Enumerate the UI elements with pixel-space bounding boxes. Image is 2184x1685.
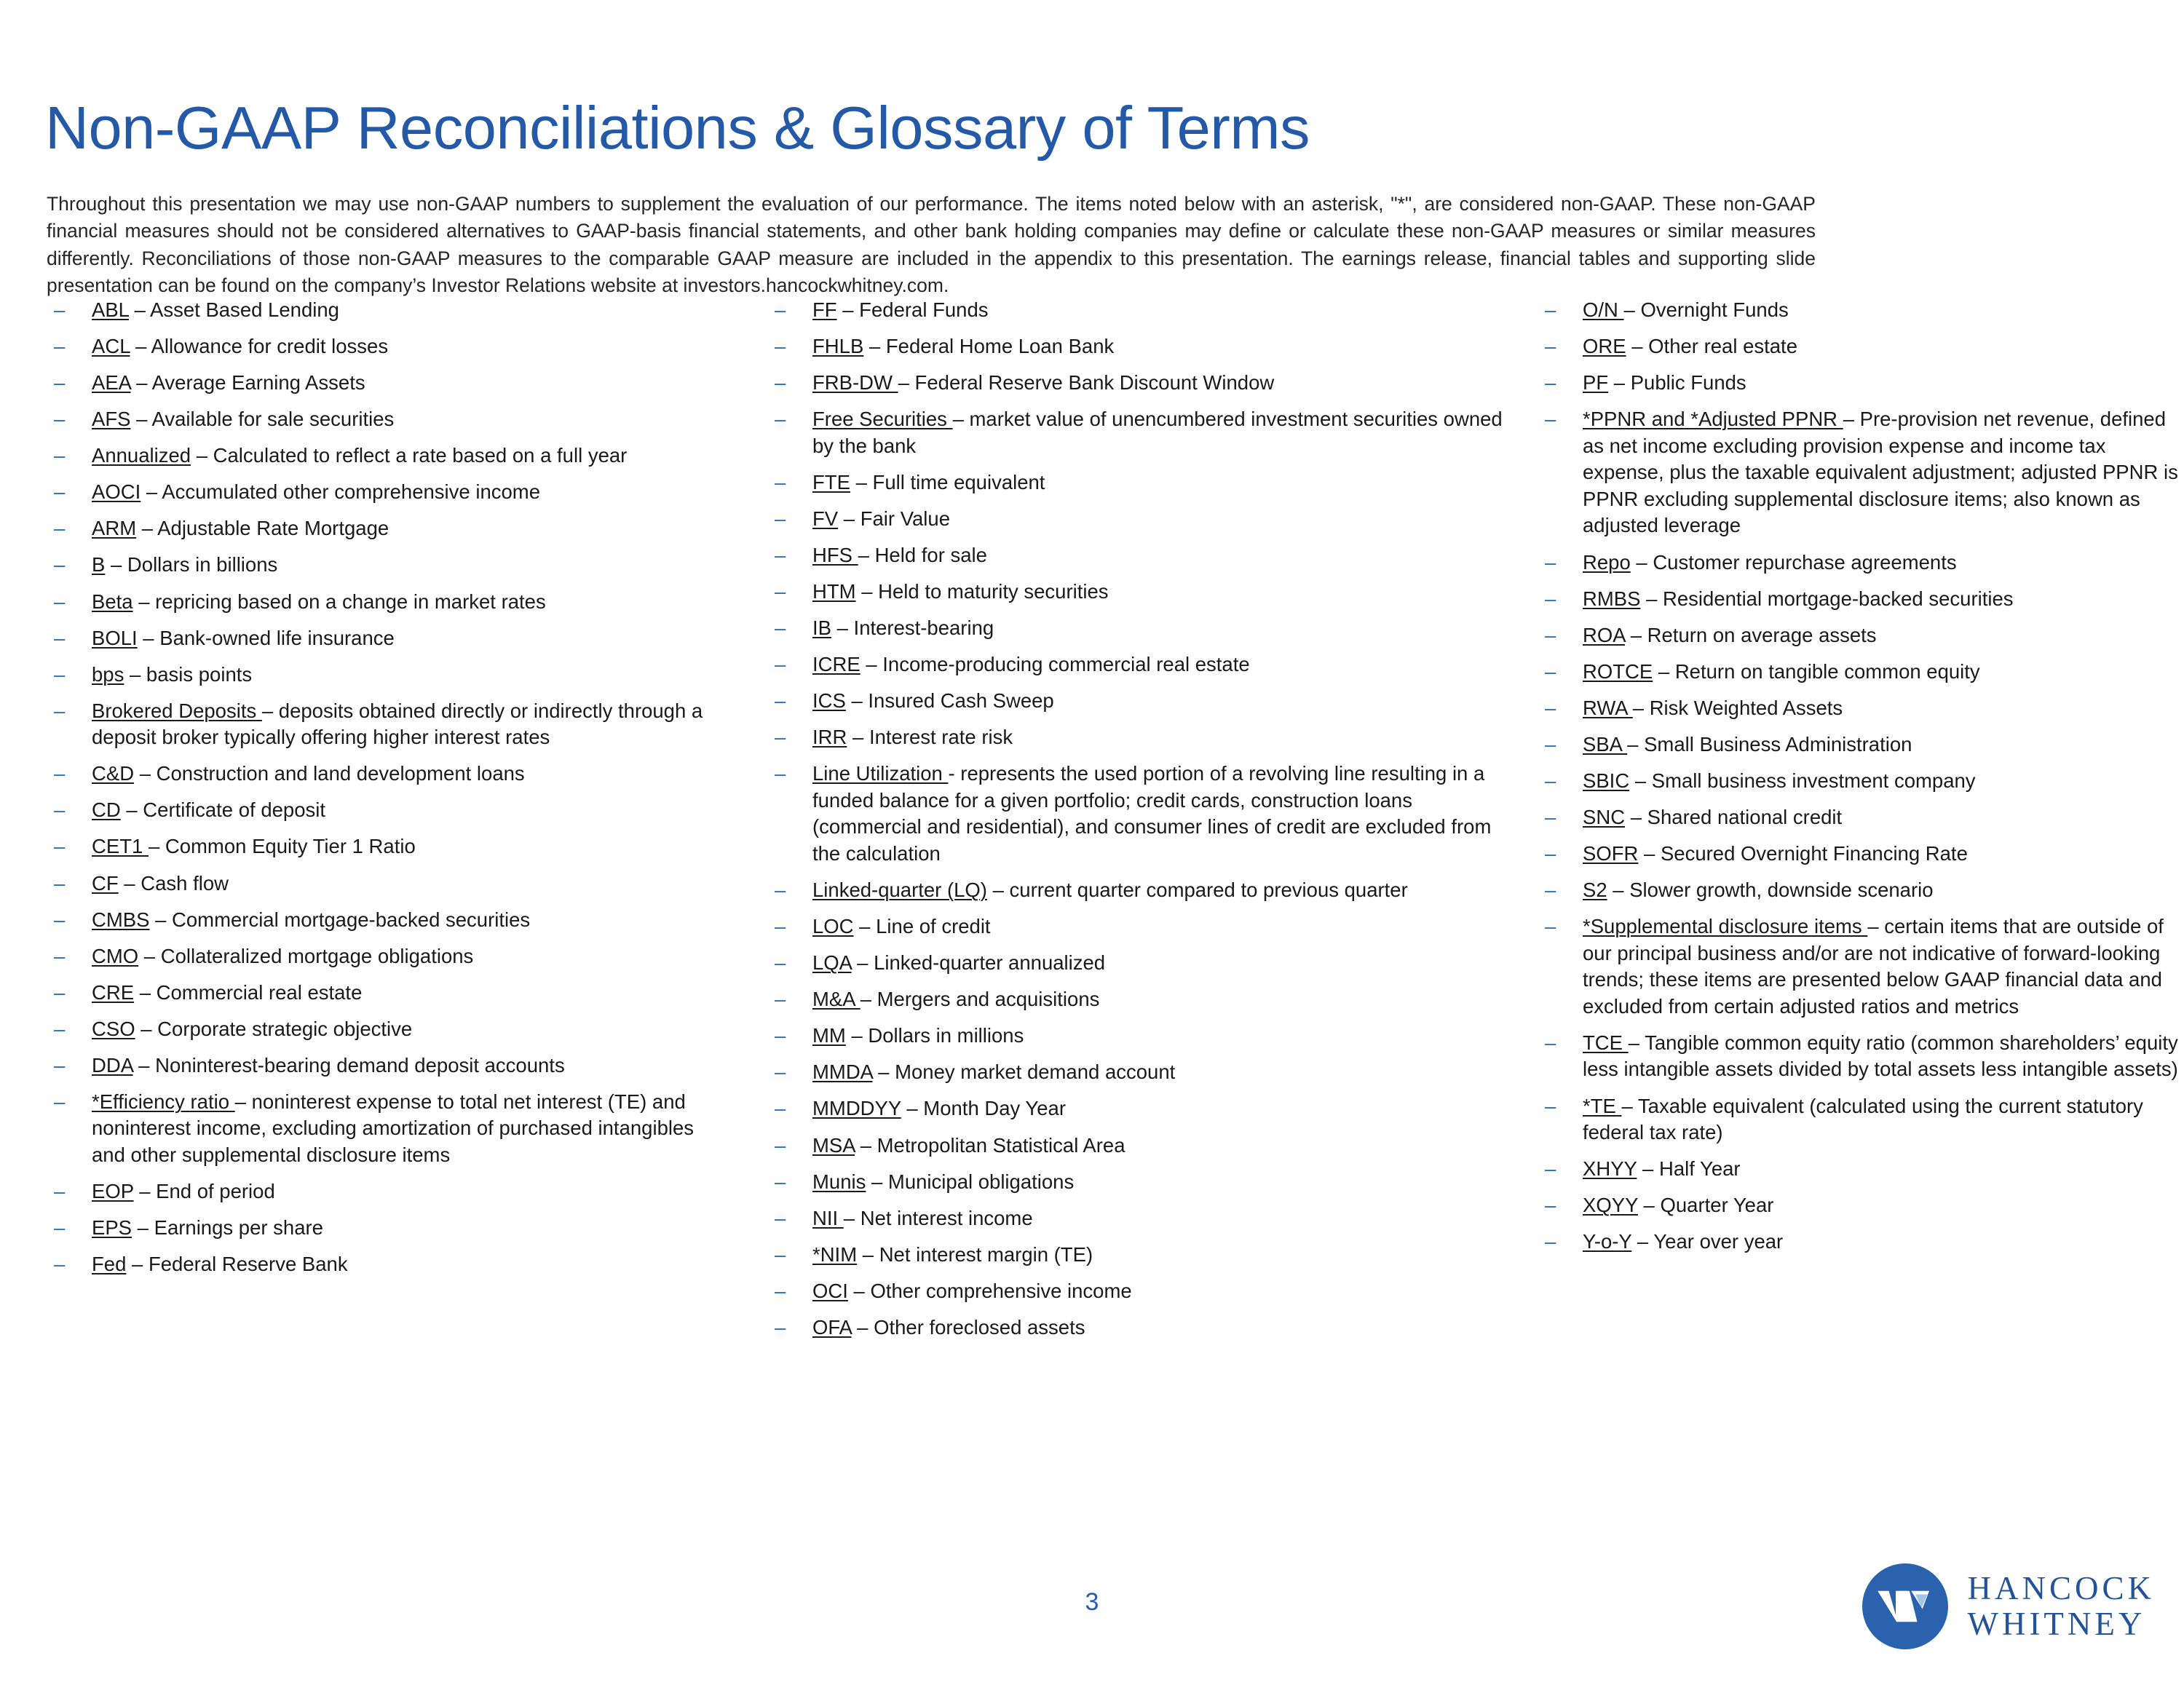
glossary-term: ABL: [92, 298, 129, 321]
glossary-definition: – Return on tangible common equity: [1653, 659, 1980, 683]
glossary-term: Fed: [92, 1253, 127, 1276]
glossary-term: FV: [812, 507, 839, 530]
glossary-item: [1540, 1229, 2181, 1256]
glossary-definition: – Half Year: [1637, 1157, 1741, 1181]
glossary-definition: – deposits obtained directly or indirectly through a deposit broker typically offering higher interest rates: [92, 699, 703, 749]
glossary-item: [1540, 586, 2181, 613]
glossary-item: [770, 506, 1506, 533]
glossary-term: HFS: [812, 543, 858, 566]
glossary-item: [50, 871, 727, 897]
glossary-term: LOC: [812, 915, 854, 938]
glossary-definition: – Net interest margin (TE): [857, 1242, 1093, 1266]
glossary-list-2: [770, 297, 1506, 1341]
glossary-term: XQYY: [1583, 1194, 1638, 1217]
glossary-definition: – Line of credit: [853, 915, 991, 938]
glossary-definition: – Residential mortgage-backed securities: [1640, 587, 2014, 610]
glossary-columns: [0, 297, 2184, 1351]
bullet-dash-icon: –: [1545, 696, 1556, 719]
bullet-dash-icon: –: [54, 590, 66, 613]
glossary-definition: – Held to maturity securities: [855, 580, 1109, 603]
glossary-term: *NIM: [812, 1242, 858, 1266]
bullet-dash-icon: –: [775, 1097, 786, 1120]
glossary-term: DDA: [92, 1053, 133, 1077]
glossary-term: BOLI: [92, 626, 138, 649]
glossary-item: [1540, 370, 2181, 397]
bullet-dash-icon: –: [775, 408, 786, 431]
bullet-dash-icon: –: [1545, 1031, 1556, 1054]
bullet-dash-icon: –: [54, 444, 66, 467]
glossary-item: [1540, 297, 2181, 324]
glossary-item: [1540, 622, 2181, 649]
bullet-dash-icon: –: [54, 1253, 66, 1276]
bullet-dash-icon: –: [775, 726, 786, 749]
glossary-definition: – Adjustable Rate Mortgage: [136, 517, 389, 540]
glossary-definition: – Commercial mortgage-backed securities: [149, 908, 531, 931]
bullet-dash-icon: –: [54, 480, 66, 504]
bullet-dash-icon: –: [54, 835, 66, 858]
bullet-dash-icon: –: [1545, 879, 1556, 902]
bullet-dash-icon: –: [54, 908, 66, 931]
glossary-definition: – Net interest income: [843, 1206, 1033, 1229]
glossary-definition: – Held for sale: [858, 543, 987, 566]
glossary-item: [770, 1169, 1506, 1196]
glossary-item: [770, 1133, 1506, 1159]
glossary-term: C&D: [92, 762, 135, 785]
glossary-definition: – Metropolitan Statistical Area: [855, 1133, 1125, 1157]
glossary-definition: – Tangible common equity ratio (common shareholders’ equity less intangible assets divided by total assets less intangible assets): [1583, 1031, 2178, 1081]
glossary-item: [1540, 877, 2181, 904]
glossary-item: [50, 797, 727, 824]
glossary-term: XHYY: [1583, 1157, 1637, 1181]
glossary-definition: – basis points: [124, 662, 253, 686]
glossary-term: *Efficiency ratio: [92, 1090, 235, 1113]
glossary-term: Repo: [1583, 550, 1631, 574]
bullet-dash-icon: –: [775, 762, 786, 785]
glossary-definition: – Accumulated other comprehensive income: [141, 480, 540, 504]
glossary-definition: – Customer repurchase agreements: [1630, 550, 1957, 574]
glossary-item: [770, 1242, 1506, 1269]
glossary-term: ROA: [1583, 623, 1626, 646]
glossary-definition: – market value of unencumbered investment securities owned by the bank: [812, 408, 1503, 457]
bullet-dash-icon: –: [1545, 1230, 1556, 1253]
glossary-item: [1540, 333, 2181, 360]
bullet-dash-icon: –: [775, 653, 786, 676]
glossary-term: Line Utilization: [812, 762, 949, 785]
bullet-dash-icon: –: [1545, 805, 1556, 828]
glossary-term: NII: [812, 1206, 844, 1229]
glossary-item: [50, 479, 727, 506]
glossary-item: [50, 698, 727, 751]
bullet-dash-icon: –: [1545, 587, 1556, 610]
bullet-dash-icon: –: [775, 507, 786, 530]
intro-paragraph: Throughout this presentation we may use non-GAAP numbers to supplement the evaluation of our performance. The items noted below with an asterisk, "*", are considered non-GAAP. These non-GAAP financial measures should not be considered alternatives to GAAP-basis financial statements, and other bank holding companies may define or calculate these non-GAAP measures or similar measures differently. Reconciliations of those non-GAAP measures to the comparable GAAP measure are included in the appendix to this presentation. The earnings release, financial tables and supporting slide presentation can be found on the company’s Investor Relations website at investors.hancockwhitney.com.: [47, 192, 1816, 297]
bullet-dash-icon: –: [775, 298, 786, 321]
bullet-dash-icon: –: [775, 616, 786, 640]
glossary-item: [50, 589, 727, 616]
bullet-dash-icon: –: [1545, 915, 1556, 938]
glossary-definition: – Other comprehensive income: [847, 1279, 1132, 1302]
glossary-definition: – Money market demand account: [872, 1060, 1176, 1084]
glossary-term: SBIC: [1583, 769, 1630, 792]
bullet-dash-icon: –: [775, 371, 786, 395]
glossary-definition: – Noninterest-bearing demand deposit accounts: [132, 1053, 565, 1077]
glossary-term: Linked-quarter (LQ): [812, 879, 987, 902]
glossary-definition: – Overnight Funds: [1623, 298, 1789, 321]
glossary-item: [770, 950, 1506, 977]
glossary-term: B: [92, 553, 106, 576]
glossary-item: [50, 662, 727, 689]
bullet-dash-icon: –: [775, 1315, 786, 1339]
glossary-definition: – Quarter Year: [1637, 1194, 1774, 1217]
glossary-definition: – current quarter compared to previous quarter: [986, 879, 1408, 902]
glossary-definition: – Federal Home Loan Bank: [863, 335, 1115, 358]
glossary-definition: – Earnings per share: [132, 1216, 323, 1240]
glossary-term: ACL: [92, 335, 130, 358]
glossary-item: [770, 333, 1506, 360]
glossary-item: [1540, 1192, 2181, 1219]
glossary-term: Beta: [92, 590, 133, 613]
glossary-item: [770, 1205, 1506, 1232]
glossary-item: [50, 1215, 727, 1242]
glossary-definition: - represents the used portion of a revolving line resulting in a funded balance for a given portfolio; credit cards, construction loans (commercial and residential), and consumer lines of credit are excluded from the calculation: [812, 762, 1492, 865]
glossary-term: IB: [812, 616, 831, 640]
glossary-term: MMDDYY: [812, 1097, 901, 1120]
bullet-dash-icon: –: [54, 298, 66, 321]
bullet-dash-icon: –: [54, 1053, 66, 1077]
glossary-definition: – Secured Overnight Financing Rate: [1638, 842, 1968, 865]
glossary-item: [50, 406, 727, 433]
glossary-item: [1540, 1030, 2181, 1083]
glossary-term: ICRE: [812, 653, 860, 676]
glossary-term: M&A: [812, 988, 860, 1011]
glossary-item: [1540, 1093, 2181, 1146]
glossary-item: [770, 724, 1506, 751]
bullet-dash-icon: –: [1545, 298, 1556, 321]
bullet-dash-icon: –: [54, 1180, 66, 1203]
glossary-definition: – Federal Reserve Bank Discount Window: [898, 371, 1275, 395]
glossary-definition: – Average Earning Assets: [130, 371, 365, 395]
glossary-item: [1540, 406, 2181, 539]
glossary-item: [770, 406, 1506, 459]
glossary-item: [770, 370, 1506, 397]
glossary-definition: – Return on average assets: [1625, 623, 1877, 646]
glossary-term: Y-o-Y: [1583, 1230, 1632, 1253]
glossary-definition: – Calculated to reflect a rate based on a full year: [191, 444, 628, 467]
glossary-term: MM: [812, 1024, 846, 1047]
glossary-item: [770, 579, 1506, 606]
glossary-definition: – Income-producing commercial real estate: [860, 653, 1250, 676]
bullet-dash-icon: –: [775, 1242, 786, 1266]
bullet-dash-icon: –: [775, 915, 786, 938]
glossary-term: AOCI: [92, 480, 141, 504]
glossary-definition: – Linked-quarter annualized: [851, 951, 1106, 975]
bullet-dash-icon: –: [54, 762, 66, 785]
glossary-definition: – Month Day Year: [901, 1097, 1066, 1120]
bullet-dash-icon: –: [54, 1017, 66, 1040]
glossary-item: [50, 370, 727, 397]
glossary-term: AFS: [92, 408, 131, 431]
glossary-item: [1540, 732, 2181, 758]
glossary-definition: – noninterest expense to total net interest (TE) and noninterest income, excluding amortization of purchased intangibles and other supplemental disclosure items: [92, 1090, 695, 1166]
bullet-dash-icon: –: [775, 1279, 786, 1302]
logo-line-2: WHITNEY: [1967, 1606, 2146, 1642]
bullet-dash-icon: –: [1545, 1157, 1556, 1181]
glossary-term: OCI: [812, 1279, 848, 1302]
glossary-item: [770, 1278, 1506, 1305]
glossary-term: SBA: [1583, 732, 1628, 756]
glossary-item: [50, 907, 727, 934]
bullet-dash-icon: –: [54, 980, 66, 1004]
glossary-item: [1540, 695, 2181, 722]
glossary-term: MMDA: [812, 1060, 873, 1084]
glossary-item: [770, 1095, 1506, 1122]
glossary-item: [770, 761, 1506, 867]
glossary-definition: – Other real estate: [1626, 335, 1797, 358]
bullet-dash-icon: –: [1545, 1094, 1556, 1117]
glossary-item: [770, 651, 1506, 678]
glossary-item: [1540, 841, 2181, 868]
glossary-definition: – Interest rate risk: [847, 726, 1013, 749]
glossary-term: RWA: [1583, 696, 1633, 719]
bullet-dash-icon: –: [54, 944, 66, 967]
glossary-definition: – Common Equity Tier 1 Ratio: [148, 835, 416, 858]
bullet-dash-icon: –: [775, 335, 786, 358]
glossary-definition: – Risk Weighted Assets: [1632, 696, 1843, 719]
glossary-column-3: [1540, 297, 2181, 1265]
bullet-dash-icon: –: [54, 1216, 66, 1240]
glossary-term: AEA: [92, 371, 131, 395]
bullet-dash-icon: –: [775, 879, 786, 902]
bullet-dash-icon: –: [54, 517, 66, 540]
glossary-term: RMBS: [1583, 587, 1641, 610]
bullet-dash-icon: –: [1545, 623, 1556, 646]
glossary-item: [1540, 550, 2181, 576]
glossary-definition: – Asset Based Lending: [128, 298, 339, 321]
glossary-definition: – Small Business Administration: [1627, 732, 1912, 756]
glossary-term: OFA: [812, 1315, 852, 1339]
glossary-item: [770, 615, 1506, 642]
glossary-term: FHLB: [812, 335, 864, 358]
glossary-item: [1540, 1156, 2181, 1183]
glossary-definition: – Year over year: [1631, 1230, 1784, 1253]
glossary-term: CSO: [92, 1017, 135, 1040]
bullet-dash-icon: –: [54, 626, 66, 649]
glossary-term: CMO: [92, 944, 139, 967]
glossary-definition: – Mergers and acquisitions: [860, 988, 1100, 1011]
glossary-term: Free Securities: [812, 408, 953, 431]
bullet-dash-icon: –: [775, 1024, 786, 1047]
bullet-dash-icon: –: [775, 1060, 786, 1084]
glossary-item: [50, 515, 727, 542]
glossary-definition: – Public Funds: [1608, 371, 1746, 395]
glossary-term: FF: [812, 298, 837, 321]
bullet-dash-icon: –: [54, 871, 66, 895]
glossary-item: [50, 625, 727, 652]
glossary-term: PF: [1583, 371, 1609, 395]
bullet-dash-icon: –: [54, 408, 66, 431]
glossary-term: Munis: [812, 1170, 866, 1193]
glossary-definition: – Collateralized mortgage obligations: [138, 944, 474, 967]
glossary-term: CD: [92, 798, 121, 822]
glossary-term: O/N: [1583, 298, 1624, 321]
glossary-item: [50, 761, 727, 788]
bullet-dash-icon: –: [775, 543, 786, 566]
glossary-list-3: [1540, 297, 2181, 1256]
bullet-dash-icon: –: [775, 951, 786, 975]
glossary-definition: – Small business investment company: [1629, 769, 1976, 792]
glossary-item: [770, 688, 1506, 715]
glossary-column-2: [770, 297, 1506, 1351]
glossary-item: [770, 297, 1506, 324]
glossary-item: [770, 1315, 1506, 1341]
bullet-dash-icon: –: [54, 553, 66, 576]
glossary-term: EOP: [92, 1180, 134, 1203]
glossary-item: [50, 1089, 727, 1169]
bullet-dash-icon: –: [1545, 1194, 1556, 1217]
glossary-definition: – repricing based on a change in market rates: [132, 590, 546, 613]
glossary-item: [1540, 659, 2181, 686]
glossary-term: CF: [92, 871, 119, 895]
logo-wordmark: [1967, 1571, 2155, 1641]
glossary-term: ARM: [92, 517, 137, 540]
glossary-item: [1540, 804, 2181, 831]
glossary-item: [50, 297, 727, 324]
glossary-term: CMBS: [92, 908, 150, 931]
glossary-item: [1540, 913, 2181, 1020]
bullet-dash-icon: –: [54, 798, 66, 822]
bullet-dash-icon: –: [1545, 659, 1556, 683]
glossary-definition: – Commercial real estate: [134, 980, 363, 1004]
glossary-term: SNC: [1583, 805, 1626, 828]
glossary-term: Brokered Deposits: [92, 699, 262, 722]
glossary-definition: – Cash flow: [118, 871, 229, 895]
glossary-definition: – Insured Cash Sweep: [845, 689, 1054, 713]
page-number: 3: [1085, 1588, 1099, 1616]
glossary-item: [50, 943, 727, 970]
hancock-whitney-logo-icon: [1862, 1563, 1948, 1649]
glossary-term: IRR: [812, 726, 847, 749]
glossary-definition: – Dollars in millions: [845, 1024, 1024, 1047]
glossary-term: SOFR: [1583, 842, 1639, 865]
glossary-item: [50, 833, 727, 860]
bullet-dash-icon: –: [775, 1133, 786, 1157]
glossary-definition: – Pre-provision net revenue, defined as net income excluding provision expense and income tax expense, plus the taxable equivalent adjustment; adjusted PPNR is PPNR excluding supplemental disclosure items; also known as adjusted leverage: [1583, 408, 2178, 537]
glossary-item: [50, 1251, 727, 1278]
glossary-item: [50, 552, 727, 579]
bullet-dash-icon: –: [54, 1090, 66, 1113]
bullet-dash-icon: –: [54, 335, 66, 358]
glossary-definition: – Fair Value: [838, 507, 951, 530]
bullet-dash-icon: –: [775, 988, 786, 1011]
bullet-dash-icon: –: [775, 470, 786, 493]
bullet-dash-icon: –: [775, 580, 786, 603]
glossary-item: [770, 913, 1506, 940]
glossary-definition: – Federal Reserve Bank: [126, 1253, 348, 1276]
glossary-item: [50, 1178, 727, 1205]
bullet-dash-icon: –: [1545, 732, 1556, 756]
glossary-definition: – Bank-owned life insurance: [137, 626, 395, 649]
glossary-definition: – Available for sale securities: [130, 408, 395, 431]
glossary-term: CRE: [92, 980, 135, 1004]
glossary-item: [50, 1016, 727, 1043]
bullet-dash-icon: –: [54, 699, 66, 722]
glossary-term: bps: [92, 662, 124, 686]
glossary-term: Annualized: [92, 444, 191, 467]
glossary-term: MSA: [812, 1133, 855, 1157]
glossary-item: [770, 986, 1506, 1013]
glossary-term: TCE: [1583, 1031, 1629, 1054]
glossary-item: [50, 443, 727, 469]
bullet-dash-icon: –: [54, 662, 66, 686]
glossary-item: [770, 877, 1506, 904]
glossary-term: FTE: [812, 470, 850, 493]
glossary-item: [50, 980, 727, 1007]
glossary-term: LQA: [812, 951, 852, 975]
glossary-item: [770, 1023, 1506, 1050]
glossary-definition: – Shared national credit: [1625, 805, 1843, 828]
glossary-definition: – Full time equivalent: [850, 470, 1045, 493]
glossary-definition: – Dollars in billions: [105, 553, 278, 576]
glossary-item: [50, 1052, 727, 1079]
glossary-item: [770, 542, 1506, 569]
glossary-column-1: [50, 297, 727, 1288]
glossary-term: FRB-DW: [812, 371, 898, 395]
glossary-term: *PPNR and *Adjusted PPNR: [1583, 408, 1843, 431]
glossary-definition: – End of period: [133, 1180, 275, 1203]
bullet-dash-icon: –: [775, 1170, 786, 1193]
bullet-dash-icon: –: [1545, 371, 1556, 395]
glossary-definition: – Other foreclosed assets: [851, 1315, 1085, 1339]
glossary-definition: – Municipal obligations: [866, 1170, 1075, 1193]
glossary-definition: – Allowance for credit losses: [130, 335, 389, 358]
glossary-item: [770, 1059, 1506, 1086]
glossary-definition: – Certificate of deposit: [120, 798, 325, 822]
logo-line-1: HANCOCK: [1967, 1570, 2155, 1607]
bullet-dash-icon: –: [1545, 842, 1556, 865]
glossary-item: [50, 333, 727, 360]
glossary-item: [1540, 768, 2181, 795]
hancock-whitney-logo: [1862, 1559, 2155, 1654]
bullet-dash-icon: –: [54, 371, 66, 395]
glossary-term: CET1: [92, 835, 149, 858]
glossary-term: ORE: [1583, 335, 1626, 358]
bullet-dash-icon: –: [1545, 550, 1556, 574]
glossary-term: *Supplemental disclosure items: [1583, 915, 1868, 938]
page-title: Non-GAAP Reconciliations & Glossary of Terms: [45, 93, 1310, 162]
glossary-term: *TE: [1583, 1094, 1622, 1117]
glossary-term: EPS: [92, 1216, 132, 1240]
bullet-dash-icon: –: [775, 1206, 786, 1229]
glossary-term: ICS: [812, 689, 846, 713]
glossary-term: S2: [1583, 879, 1607, 902]
glossary-definition: – Federal Funds: [836, 298, 989, 321]
glossary-definition: – Corporate strategic objective: [135, 1017, 413, 1040]
bullet-dash-icon: –: [1545, 408, 1556, 431]
glossary-list-1: [50, 297, 727, 1278]
glossary-definition: – Taxable equivalent (calculated using the current statutory federal tax rate): [1583, 1094, 2143, 1144]
glossary-definition: – Slower growth, downside scenario: [1607, 879, 1934, 902]
glossary-definition: – Construction and land development loans: [134, 762, 525, 785]
glossary-term: HTM: [812, 580, 856, 603]
bullet-dash-icon: –: [1545, 769, 1556, 792]
bullet-dash-icon: –: [1545, 335, 1556, 358]
bullet-dash-icon: –: [775, 689, 786, 713]
glossary-definition: – certain items that are outside of our principal business and/or are not indicative of forward-looking trends; these items are presented below GAAP financial data and excluded from certain adjusted ratios and metrics: [1583, 915, 2164, 1018]
glossary-term: ROTCE: [1583, 659, 1653, 683]
glossary-item: [770, 469, 1506, 496]
glossary-definition: – Interest-bearing: [831, 616, 994, 640]
